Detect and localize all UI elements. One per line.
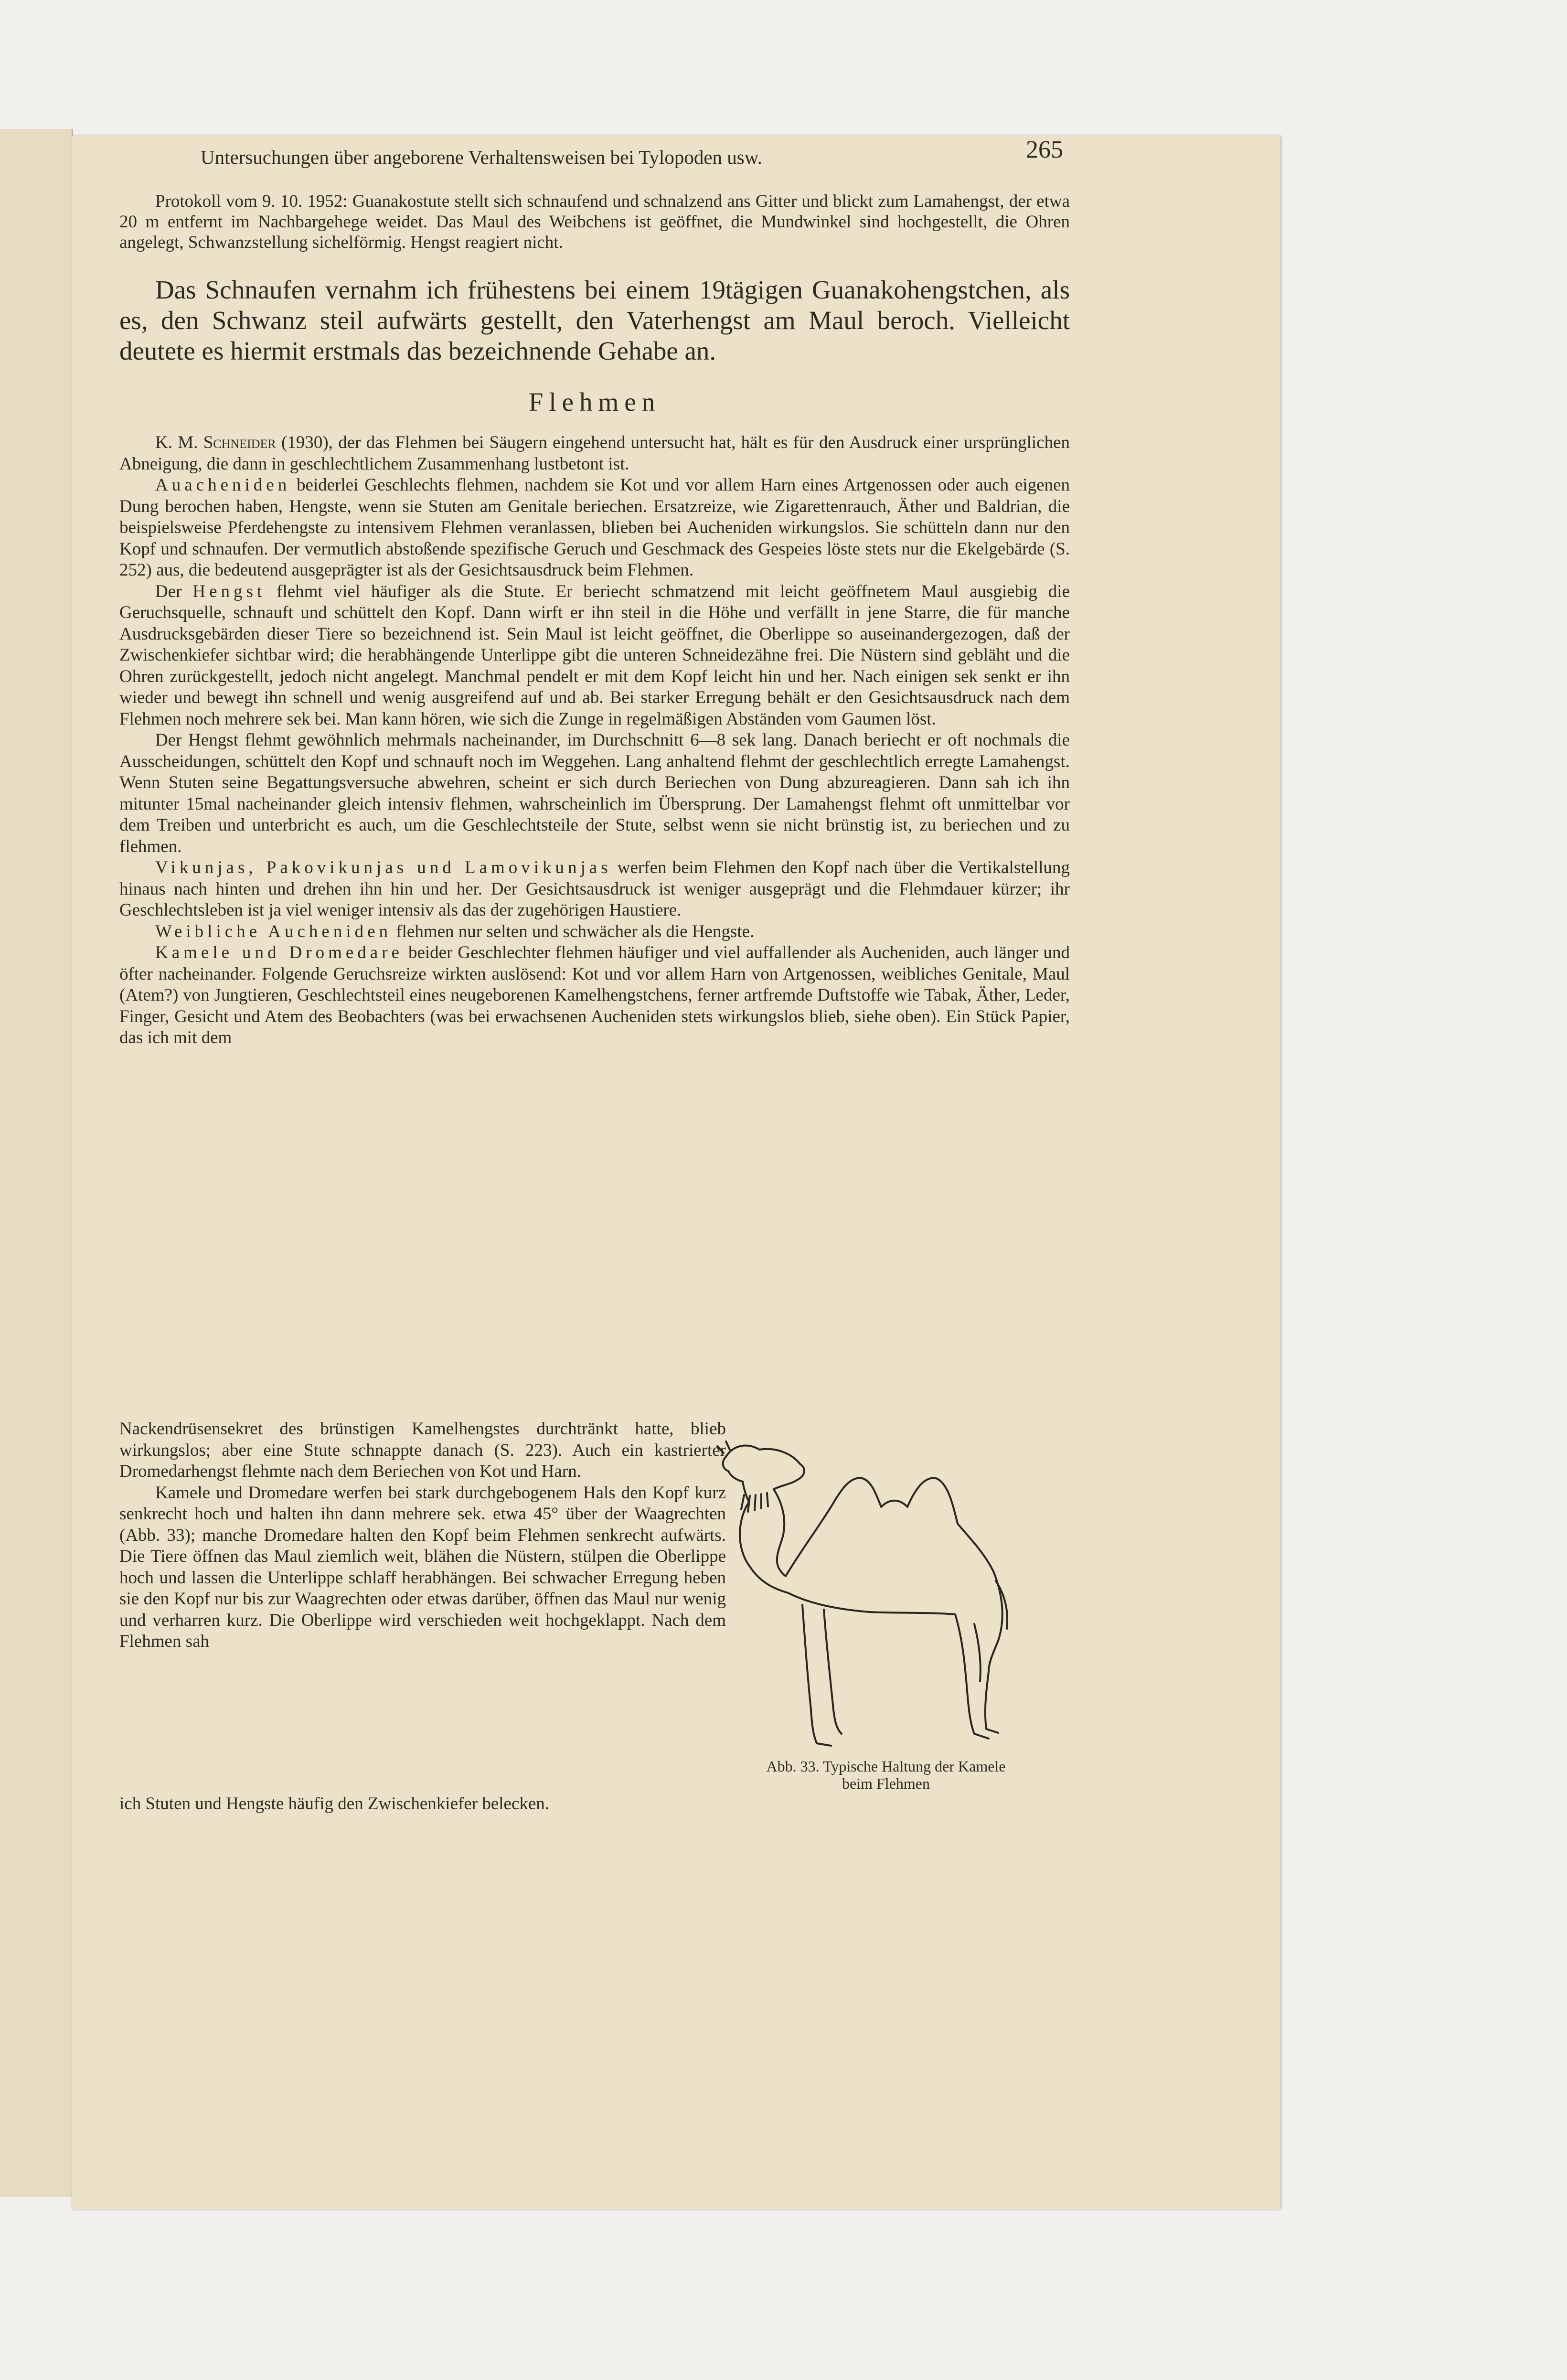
body-text	[119, 432, 1070, 1049]
lead-paragraph: Das Schnaufen vernahm ich frühestens bei einem 19tägigen Guanakohengstchen, als es, den Schwanz steil aufwärts gestellt, den Vaterhengst am Maul beroch. Vielleicht deutete es hiermit erstmals das bezeichnende Gehabe an.	[119, 275, 1070, 365]
paragraph-text: beider Geschlechter flehmen häufiger und viel auffallender als Aucheniden, auch länger und öfter nacheinander. Folgende Geruchsreize wirkten auslösend: Kot und vor allem Harn von Artgenossen, weibliches Genitale, Maul (Atem?) von Jungtieren, Geschlechtsteil eines neugeborenen Kamelhengstchens, ferner artfremde Duftstoffe wie Tabak, Äther, Leder, Finger, Gesicht und Atem des Beobachters (was bei erwachsenen Aucheniden stets wirkungslos blieb, siehe oben). Ein Stück Papier, das ich mit dem	[119, 943, 1070, 1047]
paragraph-final-line: ich Stuten und Hengste häufig den Zwischenkiefer belecken.	[119, 1794, 550, 1814]
wrapped-text-column	[119, 1419, 726, 1653]
spaced-term: Vikunjas, Pakovikunjas und Lamovikunjas	[155, 858, 612, 877]
protocol-paragraph: Protokoll vom 9. 10. 1952: Guanakostute stellt sich schnaufend und schnalzend ans Gitter und blickt zum Lamahengst, der etwa 20 m entfernt im Nachbargehege weidet. Das Maul des Weibchens ist geöffnet, die Mundwinkel sind hochgestellt, die Ohren angelegt, Schwanzstellung sichelförmig. Hengst reagiert nicht.	[119, 192, 1070, 252]
running-title: Untersuchungen über angeborene Verhaltensweisen bei Tylopoden usw.	[201, 146, 762, 168]
paragraph-kamele	[119, 942, 1070, 1049]
paragraph-kamele-posture: Kamele und Dromedare werfen bei stark durchgebogenem Hals den Kopf kurz senkrecht hoch und halten ihn dann mehrere sek. etwa 45° über der Waagrechten (Abb. 33); manche Dromedare halten den Kopf beim Flehmen senkrecht aufwärts. Die Tiere öffnen das Maul ziemlich weit, blähen die Nüstern, stülpen die Oberlippe hoch und lassen die Unterlippe schlaff herabhängen. Bei schwacher Erregung heben sie den Kopf nur bis zur Waagrechten oder etwas darüber, öffnen das Maul nur wenig und verharren kurz. Die Oberlippe wird verschieden weit hochgeklappt. Nach dem Flehmen sah	[119, 1483, 726, 1651]
paragraph-text: beiderlei Geschlechts flehmen, nachdem sie Kot und vor allem Harn eines Artgenossen oder auch eigenen Dung berochen haben, Hengste, wenn sie Stuten am Genitale beriechen. Ersatzreize, wie Zigarettenrauch, Äther und Baldrian, die beispielsweise Pferdehengste zu intensivem Flehmen veranlassen, blieben bei Aucheniden wirkungslos. Sie schütteln dann nur den Kopf und schnaufen. Der vermutlich abstoßende spezifische Geruch und Geschmack des Gespeies löste stets nur die Ekelgebärde (S. 252) aus, die bedeutend ausgeprägter ist als der Gesichtsausdruck beim Flehmen.	[119, 475, 1070, 580]
page-number: 265	[1026, 136, 1063, 163]
paragraph-text: flehmen nur selten und schwächer als die Hengste.	[392, 921, 755, 941]
spaced-term: Weibliche Aucheniden	[155, 921, 392, 941]
paragraph-aucheniden	[119, 475, 1070, 581]
caption-line: Abb. 33. Typische Haltung der Kamele	[766, 1758, 1006, 1775]
figure-caption	[688, 1758, 1084, 1792]
author-name: K. M. Schneider	[155, 433, 276, 452]
paragraph-hengst-frequency: Der Hengst flehmt gewöhnlich mehrmals nacheinander, im Durchschnitt 6—8 sek lang. Danach beriecht er oft nochmals die Ausscheidungen, schüttelt den Kopf und schnauft noch im Weggehen. Lang anhaltend flehmt der geschlechtlich erregte Lamahengst. Wenn Stuten seine Begattungsversuche abwehren, scheint er sich durch Beriechen von Dung abzureagieren. Dann sah ich ihn mitunter 15mal nacheinander gleich intensiv flehmen, wahrscheinlich im Übersprung. Der Lamahengst flehmt oft unmittelbar vor dem Treiben und unterbricht es auch, um die Geschlechtsteile der Stute, selbst wenn sie nicht brünstig ist, zu beriechen und zu flehmen.	[119, 730, 1070, 856]
section-heading: Flehmen	[528, 387, 661, 416]
paragraph-weibliche	[119, 921, 1070, 943]
spaced-term: Hengst	[192, 581, 266, 601]
caption-line: beim Flehmen	[842, 1775, 930, 1792]
paragraph-kamele-continued: Nackendrüsensekret des brünstigen Kamelhengstes durchtränkt hatte, blieb wirkungslos; aber eine Stute schnappte danach (S. 223). Auch ein kastrierter Dromedarhengst flehmte nach dem Beriechen von Kot und Harn.	[119, 1419, 726, 1481]
spaced-term: Kamele und Dromedare	[155, 943, 403, 962]
paragraph-text: (1930), der das Flehmen bei Säugern eingehend untersucht hat, hält es für den Ausdruck einer ursprünglichen Abneigung, die dann in geschlechtlichem Zusammenhang lustbetont ist.	[119, 433, 1070, 474]
paragraph-text: flehmt viel häufiger als die Stute. Er beriecht schmatzend mit leicht geöffnetem Maul ausgiebig die Geruchsquelle, schnauft und schüttelt den Kopf. Dann wirft er ihn steil in die Höhe und verfällt in jene Starre, die für manche Ausdrucksgebärden dieser Tiere so bezeichnend ist. Sein Maul ist leicht geöffnet, die Oberlippe so auseinandergezogen, daß der Zwischenkiefer sichtbar wird; die herabhängende Unterlippe gibt die unteren Schneidezähne frei. Die Nüstern sind gebläht und die Ohren zurückgestellt, jedoch nicht angelegt. Manchmal pendelt er mit dem Kopf leicht hin und her. Nach einigen sek senkt er ihn wieder und bewegt ihn schnell und wenig ausgreifend auf und ab. Bei starker Erregung behält er den Gesichtsausdruck nach dem Flehmen noch mehrere sek bei. Man kann hören, wie sich die Zunge in regelmäßigen Abständen vom Gaumen löst.	[119, 581, 1070, 729]
paragraph-text: werfen beim Flehmen den Kopf nach über die Vertikalstellung hinaus nach hinten und drehen ihn hin und her. Der Gesichtsausdruck ist weniger ausgeprägt und die Flehmdauer kürzer; ihr Geschlechtsleben ist ja viel weniger intensiv als das der zugehörigen Haustiere.	[119, 858, 1070, 920]
paragraph-hengst	[119, 581, 1070, 730]
paragraph-schneider	[119, 432, 1070, 475]
paragraph-text: Der	[155, 581, 193, 601]
camel-drawing-icon	[688, 1423, 1060, 1767]
paragraph-vikunjas	[119, 857, 1070, 921]
left-page-edge	[0, 129, 73, 2197]
spaced-term: Auacheniden	[155, 475, 291, 495]
